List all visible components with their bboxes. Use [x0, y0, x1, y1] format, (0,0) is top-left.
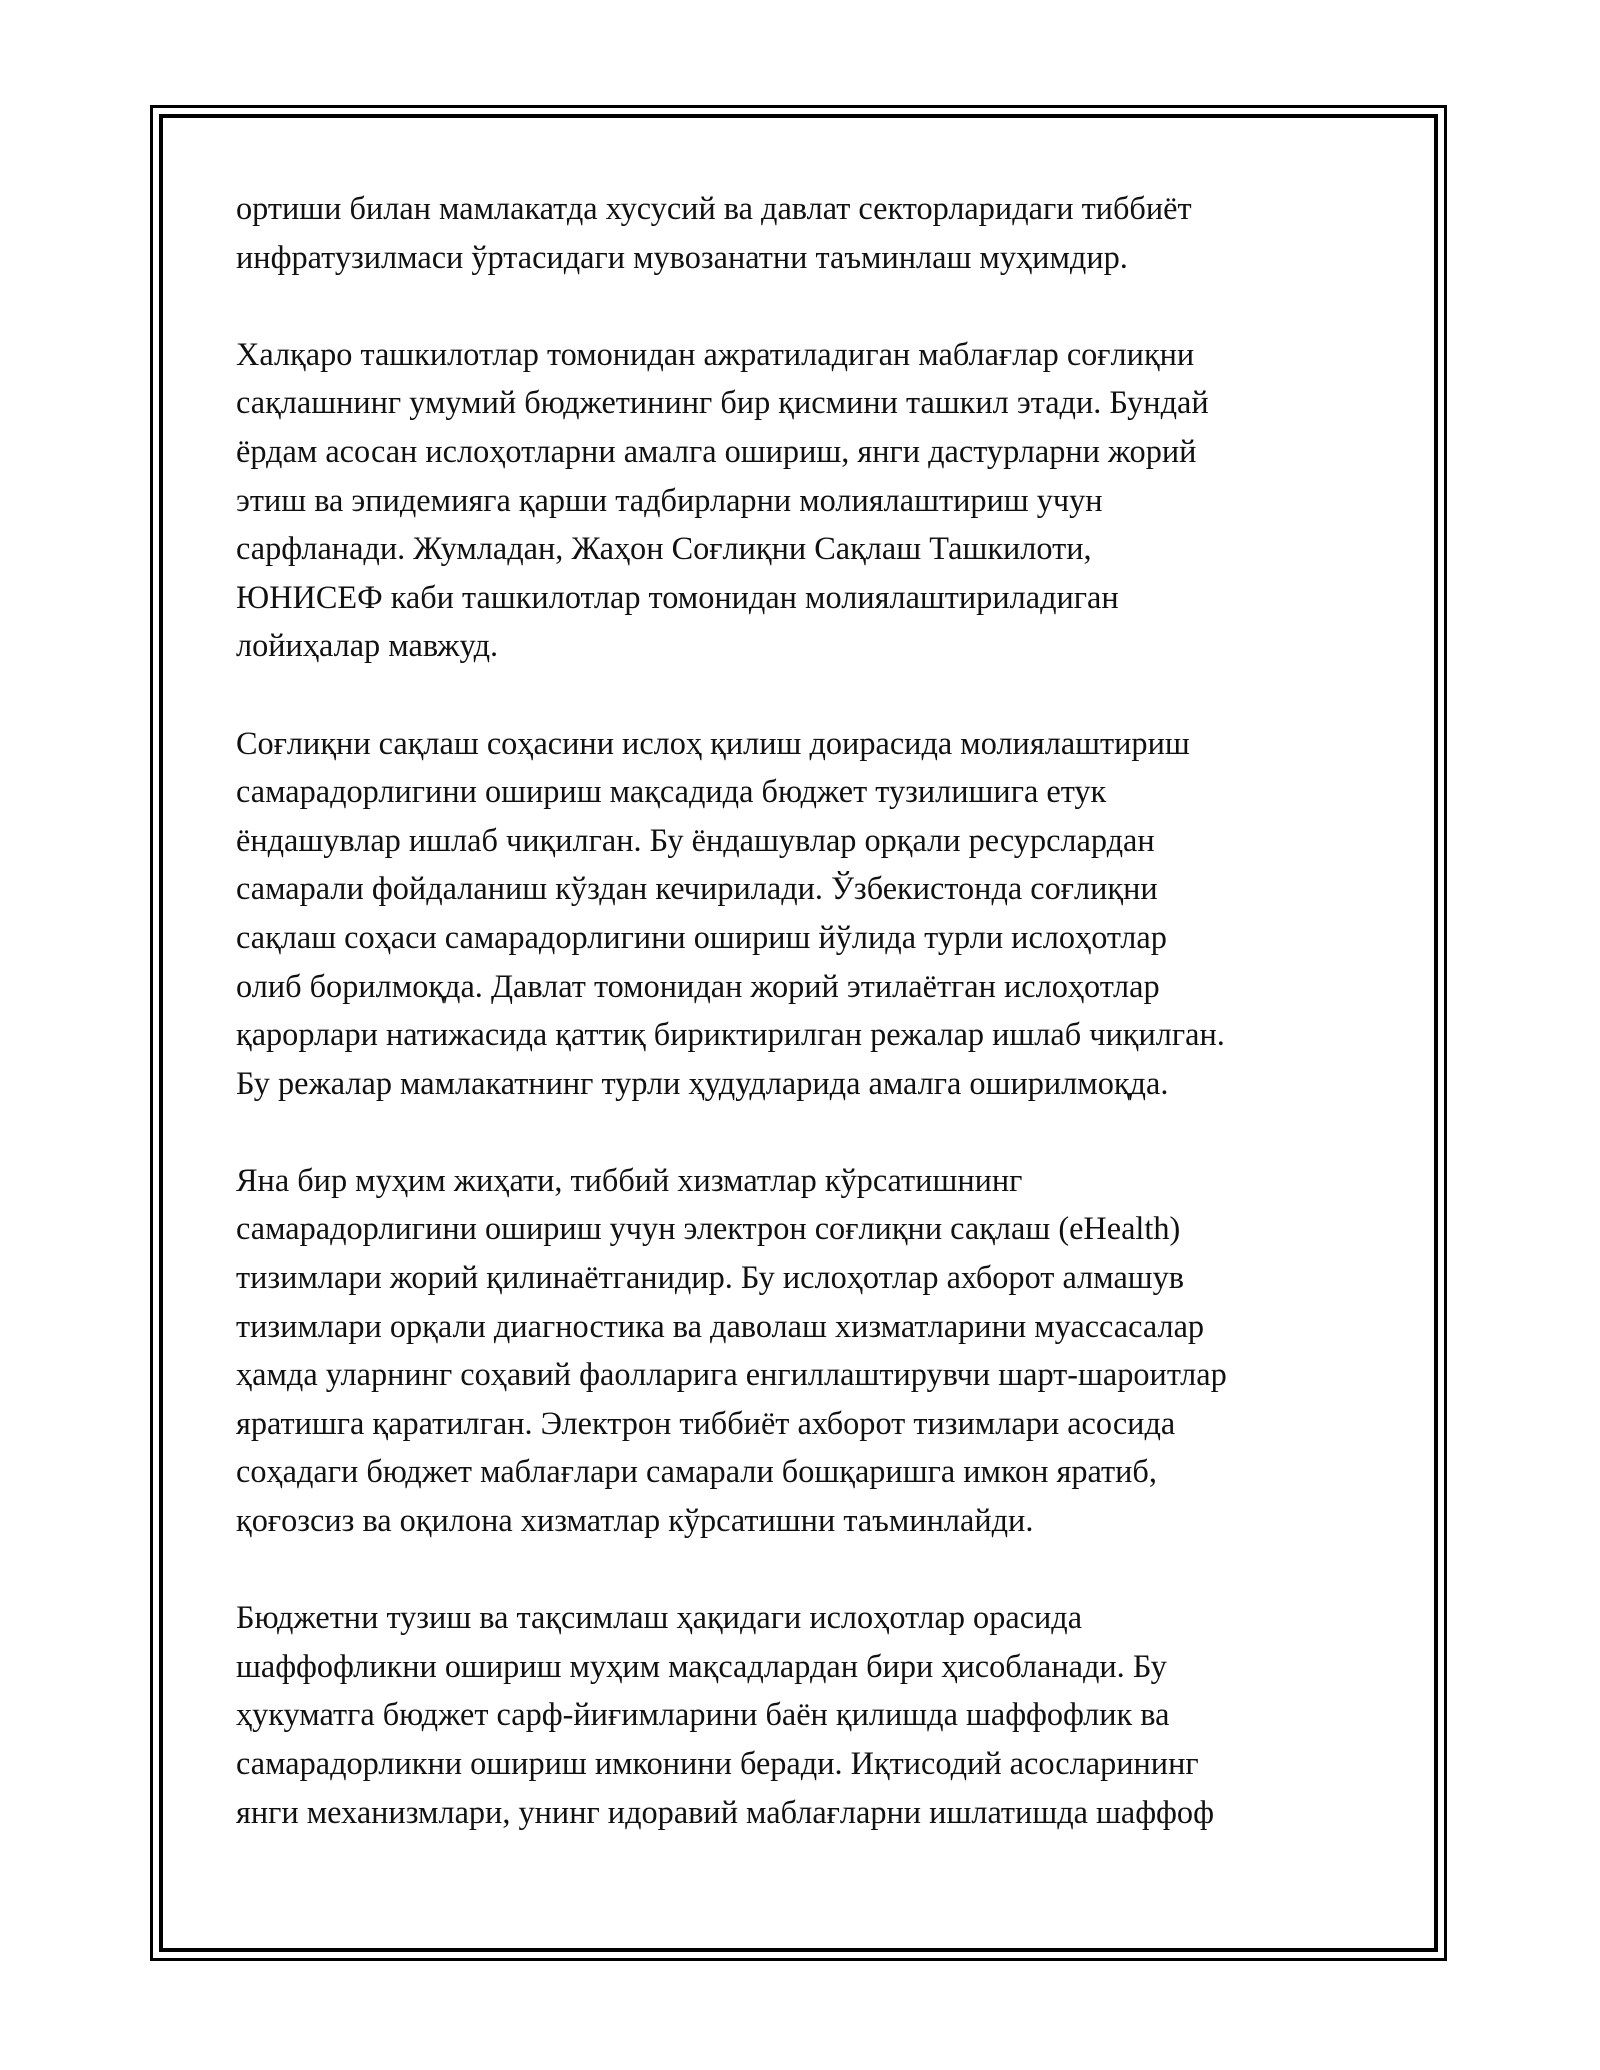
text-line: лойиҳалар мавжуд. — [236, 627, 499, 664]
text-line: этиш ва эпидемияга қарши тадбирларни молиялаштириш учун — [236, 481, 1103, 518]
text-line: янги механизмлари, унинг идоравий маблағларни ишлатишда шаффоф — [236, 1793, 1214, 1830]
text-line: сақлаш соҳаси самарадорлигини ошириш йўлида турли ислоҳотлар — [236, 918, 1167, 955]
text-line: соҳадаги бюджет маблағлари самарали бошқаришга имкон яратиб, — [236, 1453, 1157, 1490]
paragraph — [236, 330, 1406, 670]
text-line: ёрдам асосан ислоҳотларни амалга ошириш, янги дастурларни жорий — [236, 432, 1197, 469]
text-line: тизимлари жорий қилинаётганидир. Бу ислоҳотлар ахборот алмашув — [236, 1259, 1185, 1296]
text-line: яратишга қаратилган. Электрон тиббиёт ахборот тизимлари асосида — [236, 1404, 1176, 1441]
text-line: инфратузилмаси ўртасидаги мувозанатни таъминлаш муҳимдир. — [236, 238, 1128, 275]
text-line: қоғозсиз ва оқилона хизматлар кўрсатишни таъминлайди. — [236, 1502, 1034, 1539]
text-line: Яна бир муҳим жиҳати, тиббий хизматлар кўрсатишнинг — [236, 1161, 1023, 1198]
text-line: ЮНИСЕФ каби ташкилотлар томонидан молиялаштириладиган — [236, 578, 1119, 615]
text-line: сарфланади. Жумладан, Жаҳон Соғлиқни Сақлаш Ташкилоти, — [236, 530, 1092, 567]
paragraph — [236, 184, 1406, 281]
text-line: самарадорлигини ошириш учун электрон соғлиқни сақлаш (eHealth) — [236, 1210, 1181, 1247]
text-line: Бу режалар мамлакатнинг турли ҳудудларида амалга оширилмоқда. — [236, 1064, 1169, 1101]
text-line: ёндашувлар ишлаб чиқилган. Бу ёндашувлар орқали ресурслардан — [236, 821, 1155, 858]
text-line: сақлашнинг умумий бюджетининг бир қисмини ташкил этади. Бундай — [236, 384, 1209, 421]
text-line: самарадорликни ошириш имконини беради. Иқтисодий асосларининг — [236, 1745, 1199, 1781]
text-line: қарорлари натижасида қаттиқ бириктирилган режалар ишлаб чиқилган. — [236, 1016, 1225, 1053]
text-line: Бюджетни тузиш ва тақсимлаш ҳақидаги ислоҳотлар орасида — [236, 1599, 1083, 1636]
document-body — [236, 184, 1406, 1885]
text-line: ортиши билан мамлакатда хусусий ва давлат секторларидаги тиббиёт — [236, 190, 1192, 226]
paragraph — [236, 1593, 1406, 1836]
text-line: олиб борилмоқда. Давлат томонидан жорий этилаётган ислоҳотлар — [236, 967, 1160, 1004]
paragraph — [236, 719, 1406, 1108]
text-line: Халқаро ташкилотлар томонидан ажратиладиган маблағлар соғлиқни — [236, 335, 1195, 372]
text-line: ҳамда уларнинг соҳавий фаолларига енгиллаштирувчи шарт-шароитлар — [236, 1356, 1227, 1393]
text-line: ҳукуматга бюджет сарф-йиғимларини баён қилишда шаффофлик ва — [236, 1696, 1170, 1733]
text-line: шаффофликни ошириш муҳим мақсадлардан бири ҳисобланади. Бу — [236, 1647, 1167, 1684]
text-line: самарали фойдаланиш кўздан кечирилади. Ўзбекистонда соғлиқни — [236, 870, 1158, 907]
text-line: тизимлари орқали диагностика ва даволаш хизматларини муассасалар — [236, 1307, 1205, 1344]
text-line: самарадорлигини ошириш мақсадида бюджет тузилишига етук — [236, 773, 1107, 810]
text-line: Соғлиқни сақлаш соҳасини ислоҳ қилиш доирасида молиялаштириш — [236, 724, 1190, 761]
paragraph — [236, 1156, 1406, 1545]
